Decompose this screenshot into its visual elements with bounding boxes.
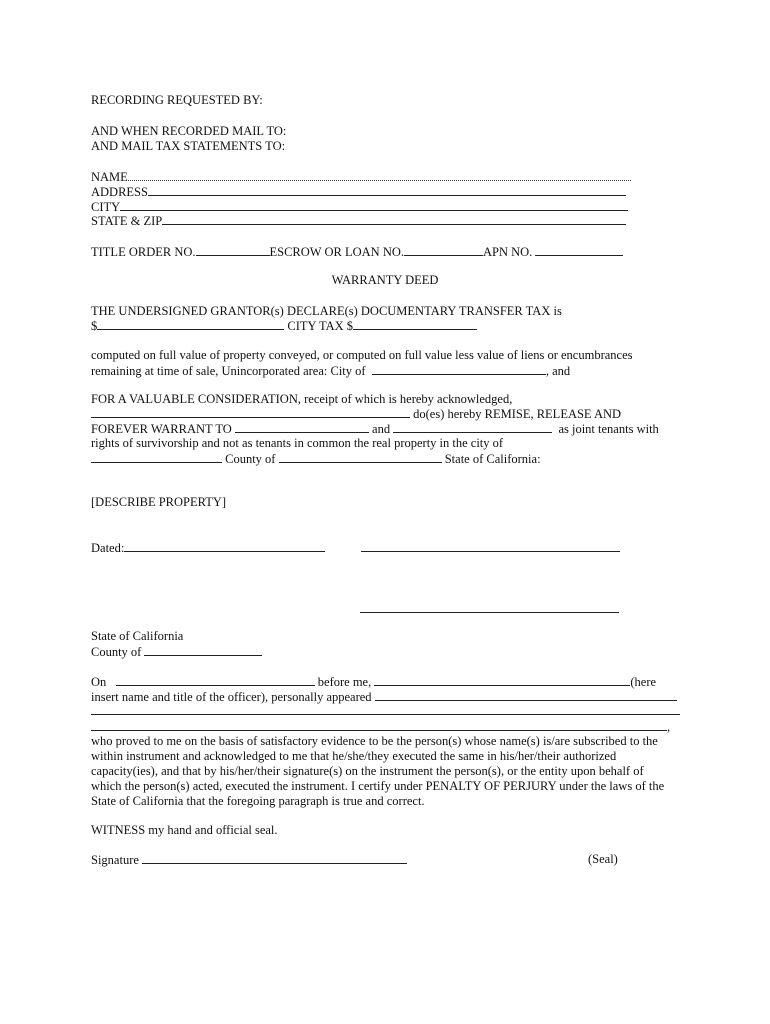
notary-signature-input[interactable] xyxy=(142,852,407,864)
name-field-row xyxy=(91,169,631,185)
title-order-label: TITLE ORDER NO. xyxy=(91,245,196,259)
notary-county-label: County of xyxy=(91,645,142,659)
acknowledgment-line-1: who proved to me on the basis of satisfactory evidence to be the person(s) whose name(s) is/are subscribed to the xyxy=(91,734,658,748)
appeared-person-input[interactable] xyxy=(375,689,677,701)
and-label: and xyxy=(372,422,391,436)
appeared-person-line-3[interactable] xyxy=(91,719,667,731)
insert-name-row xyxy=(91,689,677,705)
acknowledgment-line-4: which the person(s) acted, executed the instrument. I certify under PENALTY OF PERJURY under the laws of the xyxy=(91,779,665,793)
state-zip-input[interactable] xyxy=(162,213,626,225)
insert-name-label: insert name and title of the officer), personally appeared xyxy=(91,690,372,704)
notary-date-input[interactable] xyxy=(116,674,315,686)
acknowledgment-line-3: capacity(ies), and that by his/her/their signature(s) on the instrument the person(s), or the entity upon behalf of xyxy=(91,764,644,778)
remise-text: do(es) hereby REMISE, RELEASE AND xyxy=(413,407,622,421)
city-tax-amount-input[interactable] xyxy=(353,318,477,330)
apn-label: APN NO. xyxy=(483,245,533,259)
when-recorded-mail-to: AND WHEN RECORDED MAIL TO: xyxy=(91,124,287,138)
recording-requested-by: RECORDING REQUESTED BY: xyxy=(91,93,263,107)
mail-tax-statements-to: AND MAIL TAX STATEMENTS TO: xyxy=(91,139,286,153)
order-numbers-row xyxy=(91,244,623,260)
officer-name-input[interactable] xyxy=(374,674,630,686)
on-before-me-row xyxy=(91,674,656,690)
and-suffix: , and xyxy=(545,364,571,378)
transfer-tax-amount-input[interactable] xyxy=(97,318,284,330)
city-label: CITY xyxy=(91,200,121,214)
transfer-tax-amounts-row xyxy=(91,318,477,334)
tax-dollar-label: $ xyxy=(91,319,98,333)
transfer-tax-declaration: THE UNDERSIGNED GRANTOR(s) DECLARE(s) DOCUMENTARY TRANSFER TAX is xyxy=(91,304,562,318)
survivorship-line: rights of survivorship and not as tenants in common the real property in the city of xyxy=(91,436,504,450)
title-order-input[interactable] xyxy=(196,244,270,256)
county-of-label: County of xyxy=(225,452,276,466)
document-title: WARRANTY DEED xyxy=(331,273,439,287)
state-zip-field-row xyxy=(91,213,626,229)
grantor-row xyxy=(91,406,621,422)
appeared-person-row-3 xyxy=(91,719,670,735)
grantee-2-input[interactable] xyxy=(393,421,552,433)
grantee-1-input[interactable] xyxy=(235,421,369,433)
address-label: ADDRESS xyxy=(91,185,148,199)
acknowledgment-line-2: within instrument and acknowledged to me that he/she/they executed the same in his/her/their authorized xyxy=(91,749,617,763)
grantor-signature-line-2[interactable] xyxy=(360,612,619,613)
name-input[interactable] xyxy=(128,169,631,181)
warrant-to-label: FOREVER WARRANT TO xyxy=(91,422,232,436)
appeared-person-line-2[interactable] xyxy=(91,714,680,715)
county-state-row xyxy=(91,451,541,467)
comma-mark: , xyxy=(667,720,671,734)
escrow-loan-label: ESCROW OR LOAN NO. xyxy=(269,245,404,259)
computed-on-line: computed on full value of property conveyed, or computed on full value less value of liens or encumbrances xyxy=(91,348,633,362)
address-field-row xyxy=(91,184,626,200)
seal-label: (Seal) xyxy=(588,852,618,866)
notary-state-label: State of California xyxy=(91,629,184,643)
signature-row xyxy=(91,852,407,868)
dated-row xyxy=(91,540,325,556)
property-county-input[interactable] xyxy=(279,451,442,463)
address-input[interactable] xyxy=(148,184,626,196)
name-label: NAME xyxy=(91,170,128,184)
signature-label: Signature xyxy=(91,853,139,867)
dated-input[interactable] xyxy=(124,540,325,552)
witness-line: WITNESS my hand and official seal. xyxy=(91,823,278,837)
city-tax-label: CITY TAX $ xyxy=(287,319,354,333)
remaining-label: remaining at time of sale, Unincorporated area: City of xyxy=(91,364,366,378)
state-zip-label: STATE & ZIP xyxy=(91,214,163,228)
dated-label: Dated: xyxy=(91,541,125,555)
on-label: On xyxy=(91,675,107,689)
grantor-input[interactable] xyxy=(91,406,410,418)
acknowledgment-line-5: State of California that the foregoing paragraph is true and correct. xyxy=(91,794,425,808)
property-city-input[interactable] xyxy=(91,451,222,463)
here-label: (here xyxy=(630,675,657,689)
city-input[interactable] xyxy=(120,199,628,211)
escrow-loan-input[interactable] xyxy=(404,244,483,256)
apn-input[interactable] xyxy=(535,244,623,256)
notary-county-row xyxy=(91,644,262,660)
joint-tenants-text: as joint tenants with xyxy=(558,422,659,436)
state-of-california-label: State of California: xyxy=(444,452,541,466)
consideration-line: FOR A VALUABLE CONSIDERATION, receipt of which is hereby acknowledged, xyxy=(91,392,513,406)
computed-remaining-row xyxy=(91,363,570,379)
notary-county-input[interactable] xyxy=(144,644,262,656)
before-me-label: before me, xyxy=(317,675,372,689)
notary-acknowledgment-paragraph xyxy=(91,734,681,809)
grantor-signature-line-1[interactable] xyxy=(361,551,620,552)
computed-city-input[interactable] xyxy=(372,363,546,375)
warrant-to-row xyxy=(91,421,659,437)
describe-property-placeholder: [DESCRIBE PROPERTY] xyxy=(91,495,227,509)
